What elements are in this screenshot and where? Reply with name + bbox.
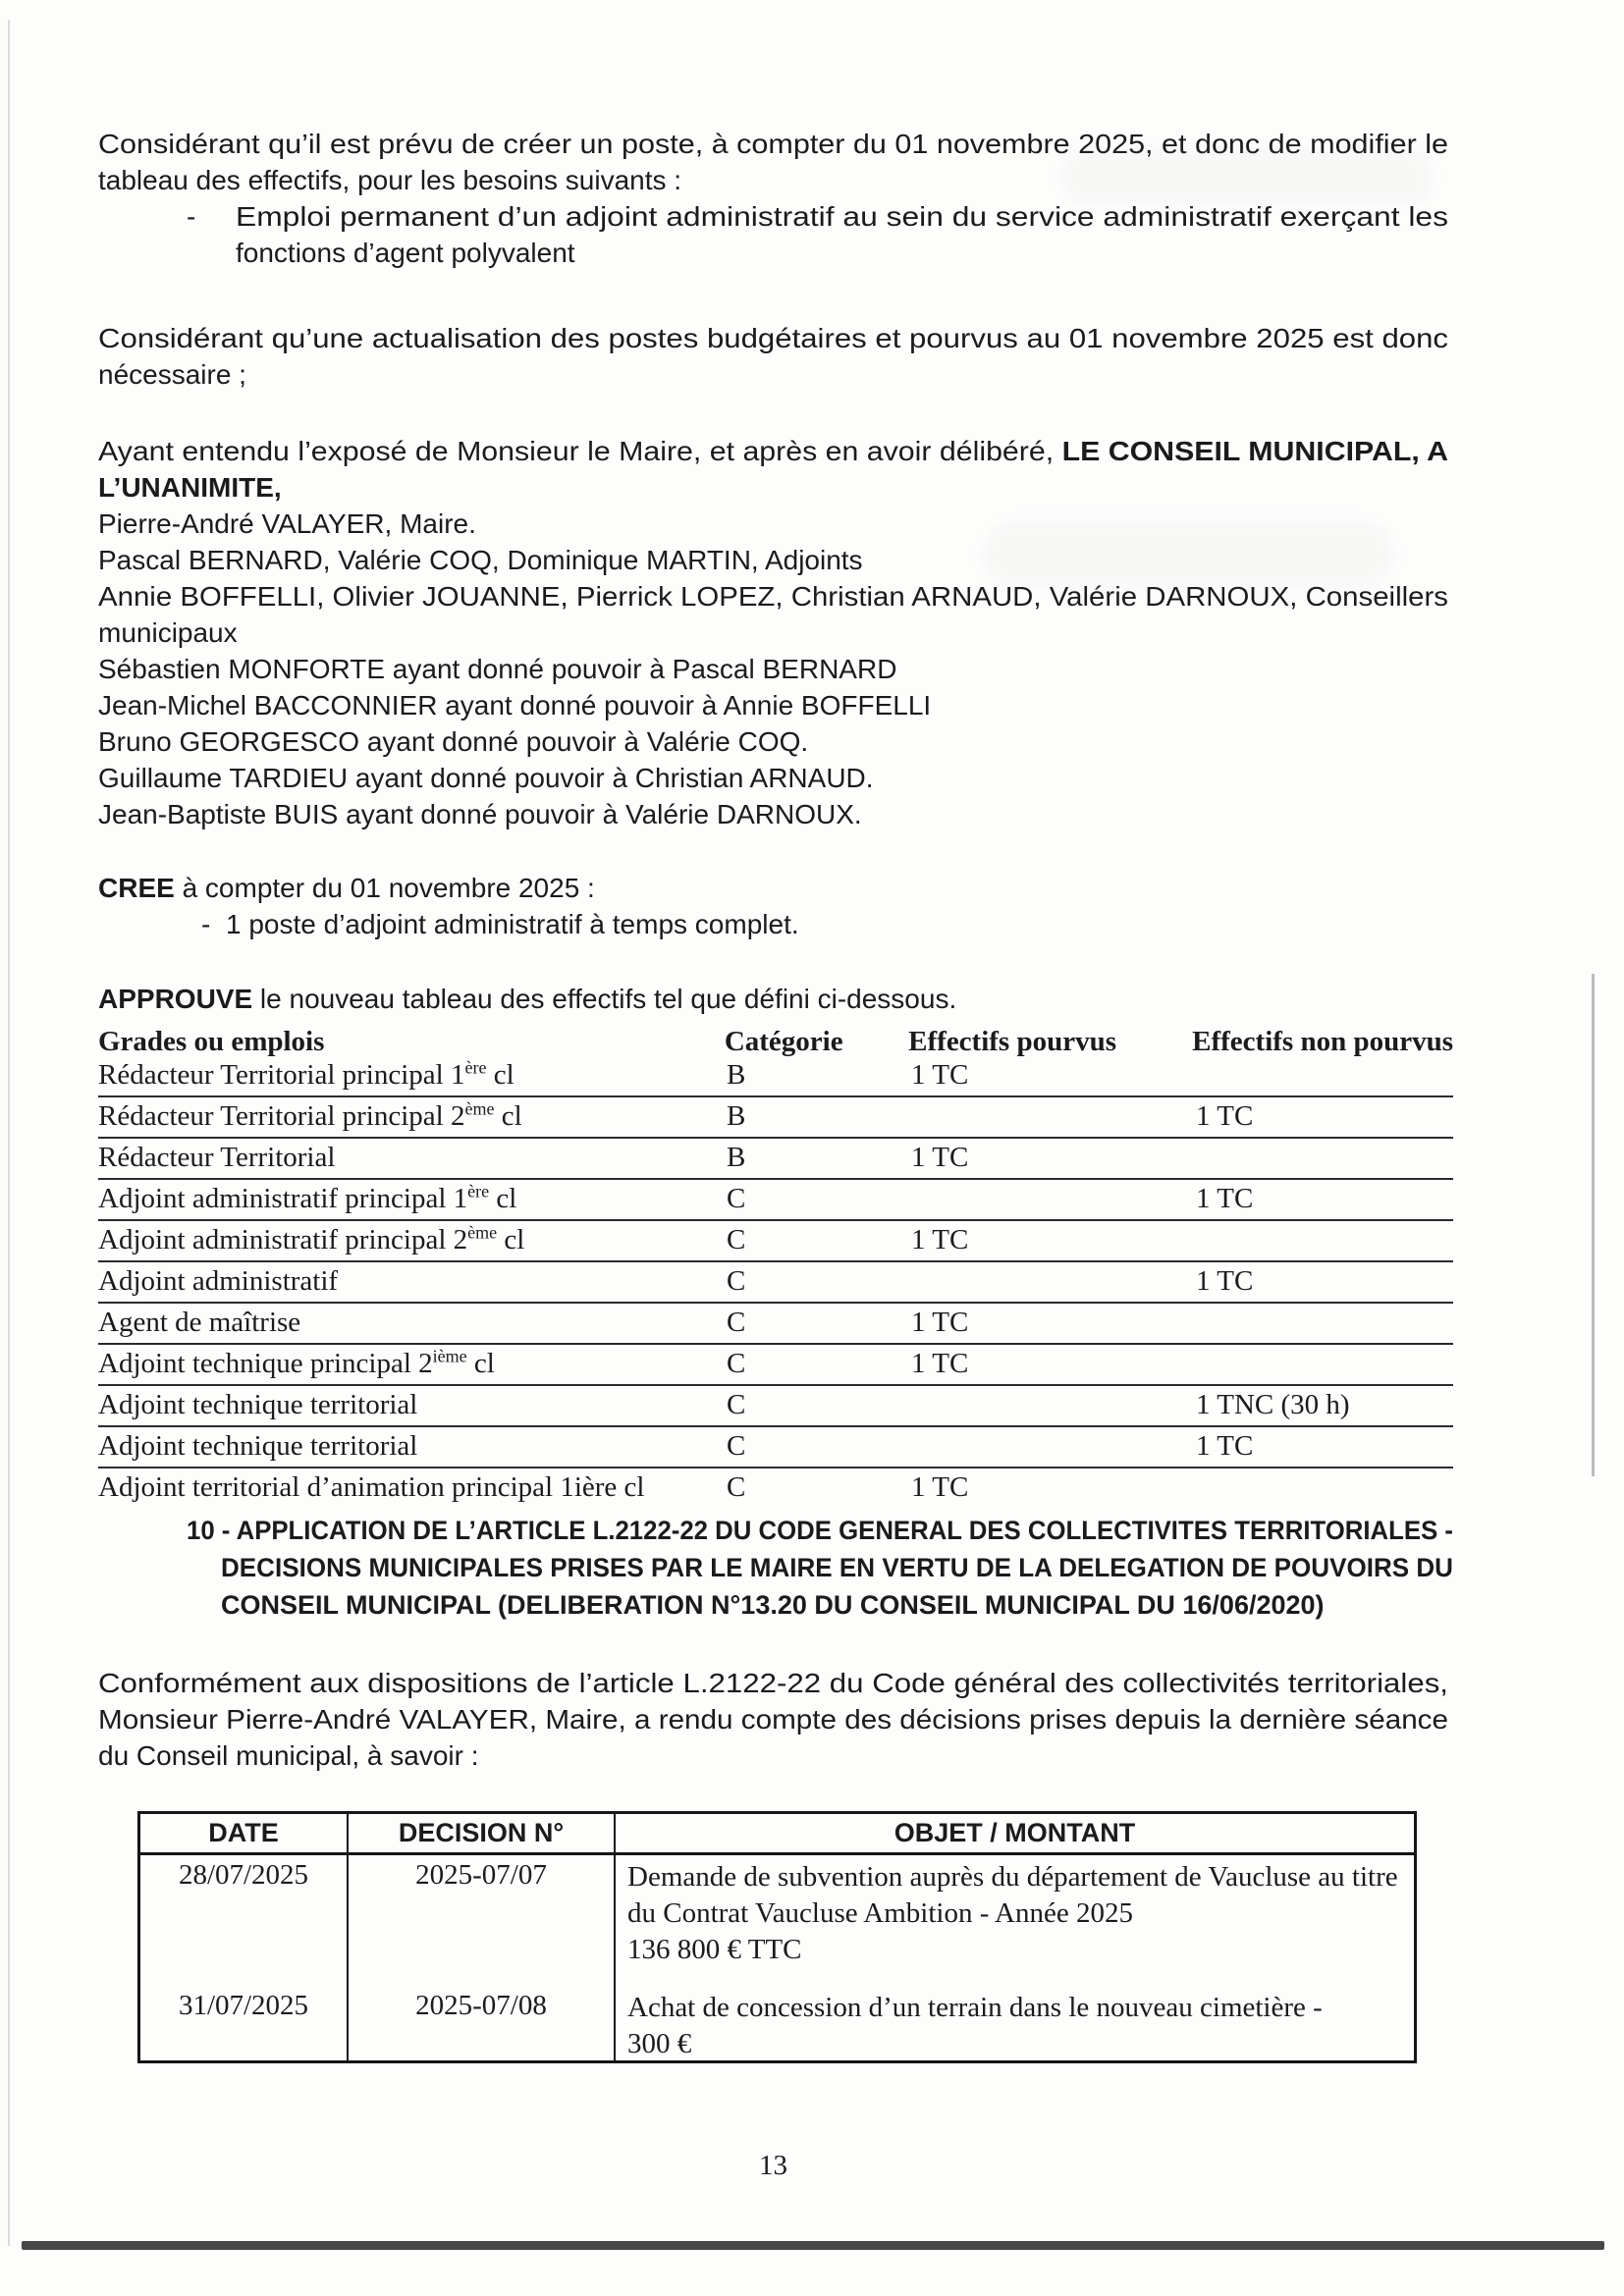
- staff-grade-cell: Rédacteur Territorial principal 1ère cl: [98, 1057, 514, 1091]
- staff-table-row: [98, 1180, 1453, 1221]
- paragraph-line: Monsieur Pierre-André VALAYER, Maire, a rendu compte des décisions prises depuis la dernière séance: [98, 1704, 1449, 1735]
- council-unanimite-line: L’UNANIMITE,: [98, 472, 282, 503]
- cree-bullet: [98, 906, 1448, 942]
- council-member-line: Guillaume TARDIEU ayant donné pouvoir à Christian ARNAUD.: [98, 763, 874, 793]
- staff-non-pourvus-cell: 1 TC: [1196, 1430, 1254, 1462]
- staff-pourvus-cell: 1 TC: [911, 1224, 969, 1255]
- objet-line: Demande de subvention auprès du département de Vaucluse au titre: [627, 1861, 1398, 1893]
- staff-non-pourvus-cell: [1196, 1345, 1453, 1384]
- council-member-line: Pascal BERNARD, Valérie COQ, Dominique MARTIN, Adjoints: [98, 545, 863, 575]
- staff-grade-cell: Adjoint territorial d’animation principal 1ière cl: [98, 1471, 645, 1503]
- paragraph-line: nécessaire ;: [98, 359, 246, 390]
- staff-non-pourvus-cell: 1 TNC (30 h): [1196, 1389, 1350, 1420]
- approuve-block: [98, 981, 1448, 1017]
- cree-line: CREE à compter du 01 novembre 2025 :: [98, 873, 595, 903]
- staff-table-row: [98, 1468, 1453, 1508]
- bullet-dash: -: [201, 909, 211, 939]
- objet-line: 300 €: [627, 2028, 692, 2059]
- heading-line: CONSEIL MUNICIPAL (DELIBERATION N°13.20 DU CONSEIL MUNICIPAL DU 16/06/2020): [221, 1590, 1325, 1620]
- staff-grade-cell: Rédacteur Territorial: [98, 1142, 336, 1173]
- staff-non-pourvus-cell: 1 TC: [1196, 1183, 1254, 1214]
- staff-categorie-cell: C: [727, 1430, 746, 1462]
- paragraph-considerant-actualisation: [98, 320, 1448, 393]
- staff-categorie-cell: C: [727, 1389, 746, 1420]
- staff-categorie-cell: B: [727, 1059, 746, 1091]
- page-number: 13: [759, 2150, 787, 2181]
- approuve-line: APPROUVE le nouveau tableau des effectifs tel que défini ci-dessous.: [98, 984, 957, 1014]
- staff-pourvus-cell: 1 TC: [911, 1307, 969, 1338]
- staff-pourvus-cell: [911, 1180, 1196, 1219]
- scan-smudge: [1060, 147, 1434, 206]
- staff-categorie-cell: B: [727, 1142, 746, 1173]
- staff-table: [98, 1023, 1453, 1508]
- staff-pourvus-cell: 1 TC: [911, 1059, 969, 1091]
- staff-table-row: [98, 1097, 1453, 1139]
- staff-table-header-pourvus: Effectifs pourvus: [908, 1026, 1117, 1057]
- decision-number-cell: 2025-07/08: [349, 1986, 616, 2063]
- paragraph-line: tableau des effectifs, pour les besoins suivants :: [98, 165, 682, 195]
- staff-table-row: [98, 1056, 1453, 1097]
- scan-smudge: [982, 520, 1394, 589]
- bullet-dash: -: [187, 201, 196, 232]
- heading-line: DECISIONS MUNICIPALES PRISES PAR LE MAIRE EN VERTU DE LA DELEGATION DE POUVOIRS DU: [221, 1553, 1453, 1582]
- scan-edge-right: [1592, 974, 1595, 1476]
- decision-date-cell: 28/07/2025: [140, 1855, 349, 1986]
- staff-categorie-cell: C: [727, 1265, 746, 1297]
- staff-pourvus-cell: 1 TC: [911, 1471, 969, 1503]
- section-heading-10: [187, 1512, 1453, 1624]
- council-intro-line: Ayant entendu l’exposé de Monsieur le Maire, et après en avoir délibéré, LE CONSEIL MUNICIPAL, A: [98, 436, 1448, 466]
- decision-number-cell: 2025-07/07: [349, 1855, 616, 1986]
- staff-grade-cell: Adjoint technique territorial: [98, 1430, 418, 1462]
- staff-table-header-categorie: Catégorie: [724, 1026, 843, 1057]
- staff-grade-cell: Adjoint technique principal 2ième cl: [98, 1346, 495, 1379]
- decision-row: [140, 1855, 1414, 1986]
- council-member-line: Annie BOFFELLI, Olivier JOUANNE, Pierrick LOPEZ, Christian ARNAUD, Valérie DARNOUX, Conseillers: [98, 581, 1448, 612]
- heading-line: 10 - APPLICATION DE L’ARTICLE L.2122-22 DU CODE GENERAL DES COLLECTIVITES TERRITORIALES -: [187, 1516, 1453, 1545]
- staff-table-row: [98, 1427, 1453, 1468]
- paragraph-line: Considérant qu’il est prévu de créer un poste, à compter du 01 novembre 2025, et donc de modifier le: [98, 129, 1448, 159]
- council-member-line: Pierre-André VALAYER, Maire.: [98, 508, 476, 539]
- objet-line: 136 800 € TTC: [627, 1934, 802, 1965]
- decision-date-cell: 31/07/2025: [140, 1986, 349, 2063]
- staff-grade-cell: Adjoint technique territorial: [98, 1389, 418, 1420]
- staff-categorie-cell: C: [727, 1224, 746, 1255]
- staff-categorie-cell: C: [727, 1471, 746, 1503]
- paragraph-line: du Conseil municipal, à savoir :: [98, 1740, 479, 1771]
- staff-table-row: [98, 1386, 1453, 1427]
- staff-non-pourvus-cell: [1196, 1468, 1453, 1508]
- staff-pourvus-cell: [911, 1386, 1196, 1425]
- staff-grade-cell: Adjoint administratif: [98, 1265, 339, 1297]
- staff-table-row: [98, 1345, 1453, 1386]
- staff-pourvus-cell: 1 TC: [911, 1142, 969, 1173]
- staff-table-row: [98, 1304, 1453, 1345]
- cree-block: [98, 870, 1448, 942]
- bullet-line: Emploi permanent d’un adjoint administratif au sein du service administratif exerçant les: [236, 201, 1448, 232]
- staff-grade-cell: Agent de maîtrise: [98, 1307, 301, 1338]
- bullet-line: fonctions d’agent polyvalent: [236, 238, 575, 268]
- decision-row: [140, 1986, 1414, 2063]
- paragraph-line: Considérant qu’une actualisation des postes budgétaires et pourvus au 01 novembre 2025 est donc: [98, 323, 1448, 353]
- decisions-header-objet: OBJET / MONTANT: [893, 1818, 1136, 1847]
- decisions-table-header-row: [140, 1814, 1414, 1855]
- staff-table-row: [98, 1221, 1453, 1262]
- council-member-line: Bruno GEORGESCO ayant donné pouvoir à Valérie COQ.: [98, 726, 809, 757]
- council-member-line: municipaux: [98, 617, 238, 648]
- decisions-header-date: DATE: [140, 1814, 349, 1852]
- paragraph-line: Conformément aux dispositions de l’article L.2122-22 du Code général des collectivités territoriales,: [98, 1668, 1448, 1698]
- staff-table-header-row: [98, 1023, 1453, 1056]
- paragraph-conformement: [98, 1665, 1448, 1774]
- staff-grade-cell: Adjoint administratif principal 2ème cl: [98, 1222, 525, 1255]
- council-members-block: [98, 433, 1448, 832]
- council-member-line: Sébastien MONFORTE ayant donné pouvoir à Pascal BERNARD: [98, 654, 897, 684]
- bullet-item-emploi: [98, 198, 1448, 271]
- staff-grade-cell: Adjoint administratif principal 1ère cl: [98, 1181, 517, 1214]
- staff-pourvus-cell: [911, 1262, 1196, 1302]
- staff-categorie-cell: B: [727, 1100, 746, 1132]
- staff-non-pourvus-cell: [1196, 1139, 1453, 1178]
- staff-non-pourvus-cell: [1196, 1221, 1453, 1260]
- staff-table-row: [98, 1262, 1453, 1304]
- decision-objet-cell: [616, 1855, 1414, 1986]
- staff-categorie-cell: C: [727, 1348, 746, 1379]
- staff-table-row: [98, 1139, 1453, 1180]
- objet-line: Achat de concession d’un terrain dans le nouveau cimetière -: [627, 1992, 1323, 2023]
- staff-categorie-cell: C: [727, 1307, 746, 1338]
- staff-table-body: [98, 1056, 1453, 1508]
- staff-pourvus-cell: 1 TC: [911, 1348, 969, 1379]
- staff-grade-cell: Rédacteur Territorial principal 2ème cl: [98, 1098, 522, 1132]
- bullet-line: 1 poste d’adjoint administratif à temps complet.: [226, 909, 799, 939]
- objet-line: du Contrat Vaucluse Ambition - Année 2025: [627, 1897, 1133, 1929]
- scan-edge-bottom: [22, 2241, 1604, 2250]
- decision-objet-cell: [616, 1986, 1414, 2063]
- scan-edge-left: [8, 20, 10, 2246]
- staff-non-pourvus-cell: 1 TC: [1196, 1265, 1254, 1297]
- staff-table-header-grades: Grades ou emplois: [98, 1026, 325, 1057]
- council-member-line: Jean-Baptiste BUIS ayant donné pouvoir à Valérie DARNOUX.: [98, 799, 862, 829]
- staff-non-pourvus-cell: [1196, 1056, 1453, 1095]
- council-member-line: Jean-Michel BACCONNIER ayant donné pouvoir à Annie BOFFELLI: [98, 690, 932, 721]
- staff-pourvus-cell: [911, 1427, 1196, 1467]
- staff-pourvus-cell: [911, 1097, 1196, 1137]
- decisions-header-decision: DECISION N°: [349, 1814, 616, 1852]
- staff-categorie-cell: C: [727, 1183, 746, 1214]
- staff-non-pourvus-cell: 1 TC: [1196, 1100, 1254, 1132]
- staff-non-pourvus-cell: [1196, 1304, 1453, 1343]
- staff-table-header-non-pourvus: Effectifs non pourvus: [1192, 1026, 1453, 1057]
- decisions-table: [137, 1811, 1417, 2063]
